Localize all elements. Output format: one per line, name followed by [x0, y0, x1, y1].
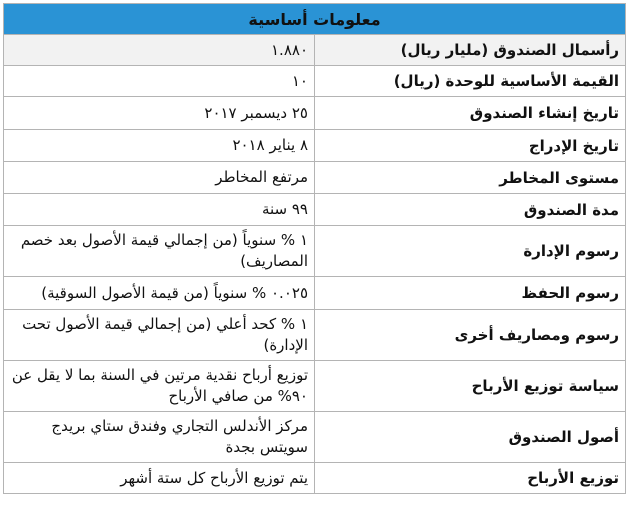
row-label: رسوم الإدارة	[315, 226, 626, 277]
table-row	[4, 412, 626, 463]
row-label: القيمة الأساسية للوحدة (ريال)	[315, 66, 626, 97]
table-header	[4, 4, 626, 35]
row-label: رسوم ومصاريف أخرى	[315, 310, 626, 361]
table-row	[4, 277, 626, 310]
table-row	[4, 66, 626, 97]
row-value: ٠.٠٢٥ % سنوياً (من قيمة الأصول السوقية)	[4, 277, 315, 310]
table-row	[4, 310, 626, 361]
row-value: ١ % سنوياً (من إجمالي قيمة الأصول بعد خصم المصاريف)	[4, 226, 315, 277]
table-row	[4, 97, 626, 130]
table-row	[4, 162, 626, 194]
row-label: رسوم الحفظ	[315, 277, 626, 310]
table-row	[4, 226, 626, 277]
row-value: مرتفع المخاطر	[4, 162, 315, 194]
row-value: ١.٨٨٠	[4, 35, 315, 66]
table-row	[4, 361, 626, 412]
row-value: ١ % كحد أعلي (من إجمالي قيمة الأصول تحت الإدارة)	[4, 310, 315, 361]
row-value: ١٠	[4, 66, 315, 97]
row-label: توزيع الأرباح	[315, 463, 626, 494]
row-label: مستوى المخاطر	[315, 162, 626, 194]
fund-info-table	[3, 3, 626, 494]
row-label: تاريخ الإدراج	[315, 130, 626, 162]
row-value: توزيع أرباح نقدية مرتين في السنة بما لا يقل عن ٩٠% من صافي الأرباح	[4, 361, 315, 412]
row-value: ٩٩ سنة	[4, 194, 315, 226]
row-label: مدة الصندوق	[315, 194, 626, 226]
row-value: مركز الأندلس التجاري وفندق ستاي بريدج سويتس بجدة	[4, 412, 315, 463]
row-value: ٨ يناير ٢٠١٨	[4, 130, 315, 162]
table-row	[4, 194, 626, 226]
table-row	[4, 35, 626, 66]
row-value: ٢٥ ديسمبر ٢٠١٧	[4, 97, 315, 130]
table-title: معلومات أساسية	[4, 4, 626, 35]
row-label: سياسة توزيع الأرباح	[315, 361, 626, 412]
row-label: رأسمال الصندوق (مليار ريال)	[315, 35, 626, 66]
row-label: تاريخ إنشاء الصندوق	[315, 97, 626, 130]
row-value: يتم توزيع الأرباح كل ستة أشهر	[4, 463, 315, 494]
table-row	[4, 130, 626, 162]
table-row	[4, 463, 626, 494]
row-label: أصول الصندوق	[315, 412, 626, 463]
